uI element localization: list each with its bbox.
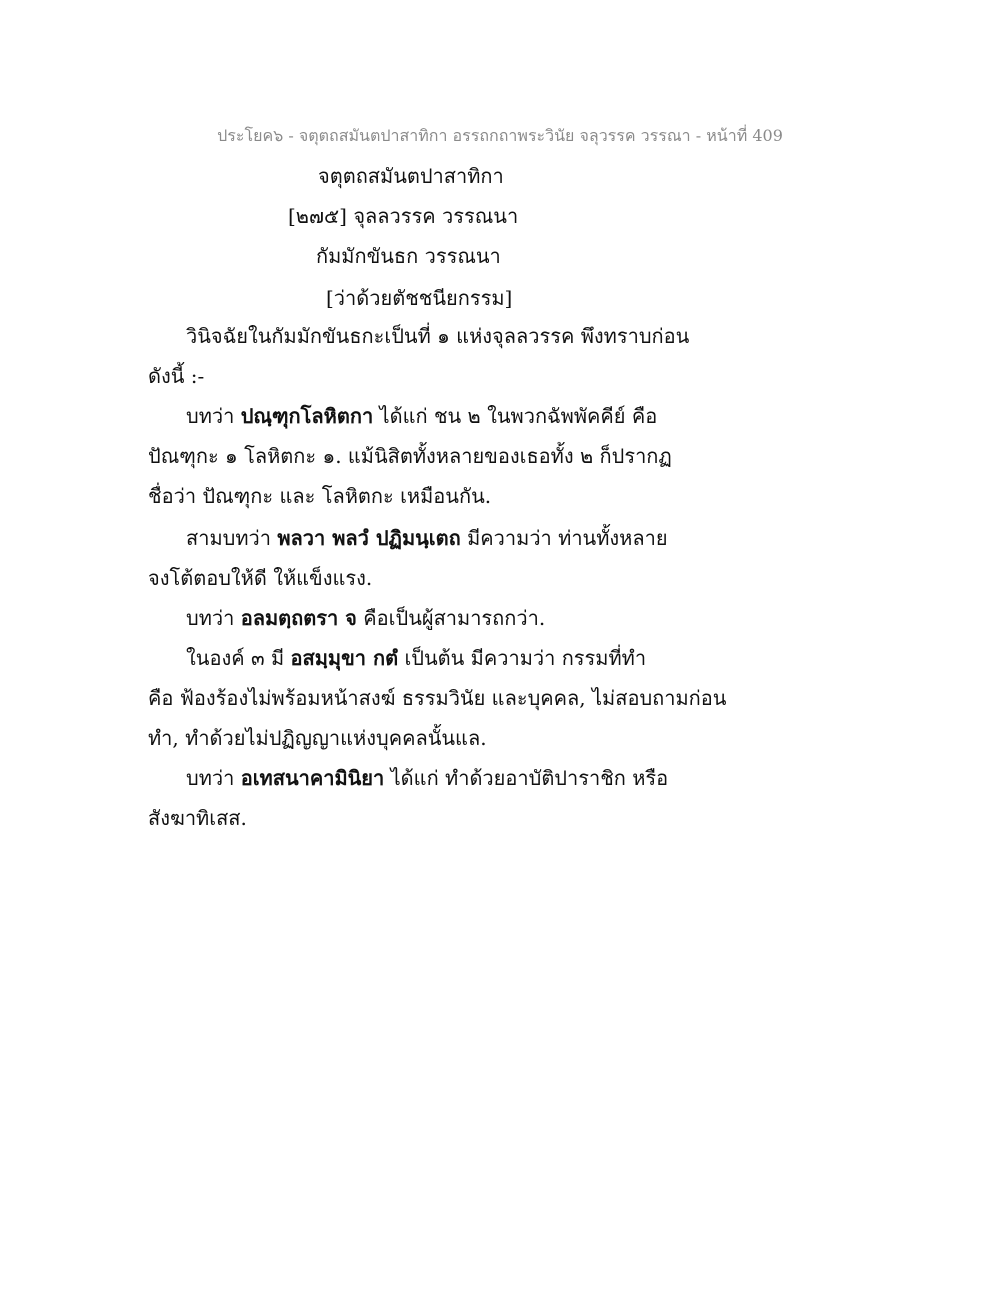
paragraph-2-line-1 [186, 400, 657, 432]
paragraph-6-line-1 [186, 762, 668, 794]
term-prefix: ในองค์ ๓ มี [186, 646, 285, 670]
term-prefix: บทว่า [186, 404, 235, 428]
term-explanation: มีความว่า ท่านทั้งหลาย [467, 526, 668, 550]
paragraph-1-line-1: วินิจฉัยในกัมมักขันธกะเป็นที่ ๑ แห่งจุลลวรรค พึงทราบก่อน [186, 324, 690, 348]
pali-term: อสมฺมุขา กตํ [290, 646, 399, 670]
paragraph-1-line-2: ดังนี้ :- [148, 364, 205, 388]
pali-term: ปณฺฑุกโลหิตกา [240, 404, 374, 428]
term-explanation: คือเป็นผู้สามารถกว่า. [363, 606, 546, 630]
pali-term: พลวา พลวํ ปฏิมนฺเตถ [277, 526, 461, 550]
paragraph-2-line-3: ชื่อว่า ปัณฑุกะ และ โลหิตกะ เหมือนกัน. [148, 484, 492, 508]
paragraph-2-line-2: ปัณฑุกะ ๑ โลหิตกะ ๑. แม้นิสิตทั้งหลายของเธอทั้ง ๒ ก็ปรากฏ [148, 444, 672, 468]
paragraph-5-line-1 [186, 642, 646, 674]
paragraph-3-line-2: จงโต้ตอบให้ดี ให้แข็งแรง. [148, 566, 373, 590]
book-title: จตุตถสมันตปาสาทิกา [318, 164, 504, 188]
term-explanation: ได้แก่ ทำด้วยอาบัติปาราชิก หรือ [390, 766, 669, 790]
term-explanation: เป็นต้น มีความว่า กรรมที่ทำ [404, 646, 647, 670]
pali-term: อเทสนาคามินิยา [240, 766, 385, 790]
paragraph-4-line-1 [186, 602, 545, 634]
topic-title: [ว่าด้วยตัชชนียกรรม] [326, 286, 513, 310]
term-prefix: บทว่า [186, 766, 235, 790]
paragraph-5-line-3: ทำ, ทำด้วยไม่ปฏิญญาแห่งบุคคลนั้นแล. [148, 726, 487, 750]
paragraph-5-line-2: คือ ฟ้องร้องไม่พร้อมหน้าสงฆ์ ธรรมวินัย และบุคคล, ไม่สอบถามก่อน [148, 686, 727, 710]
term-prefix: สามบทว่า [186, 526, 271, 550]
page-header: ประโยค๖ - จตุตถสมันตปาสาทิกา อรรถกถาพระวินัย จลุวรรค วรรณา - หน้าที่ 409 [217, 126, 783, 145]
paragraph-6-line-2: สังฆาทิเสส. [148, 806, 247, 830]
paragraph-3-line-1 [186, 522, 668, 554]
pali-term: อลมตฺถตรา จ [240, 606, 357, 630]
term-explanation: ได้แก่ ชน ๒ ในพวกฉัพพัคคีย์ คือ [379, 404, 658, 428]
section-title: [๒๗๕] จุลลวรรค วรรณนา [288, 204, 519, 228]
chapter-title: กัมมักขันธก วรรณนา [316, 244, 501, 268]
term-prefix: บทว่า [186, 606, 235, 630]
